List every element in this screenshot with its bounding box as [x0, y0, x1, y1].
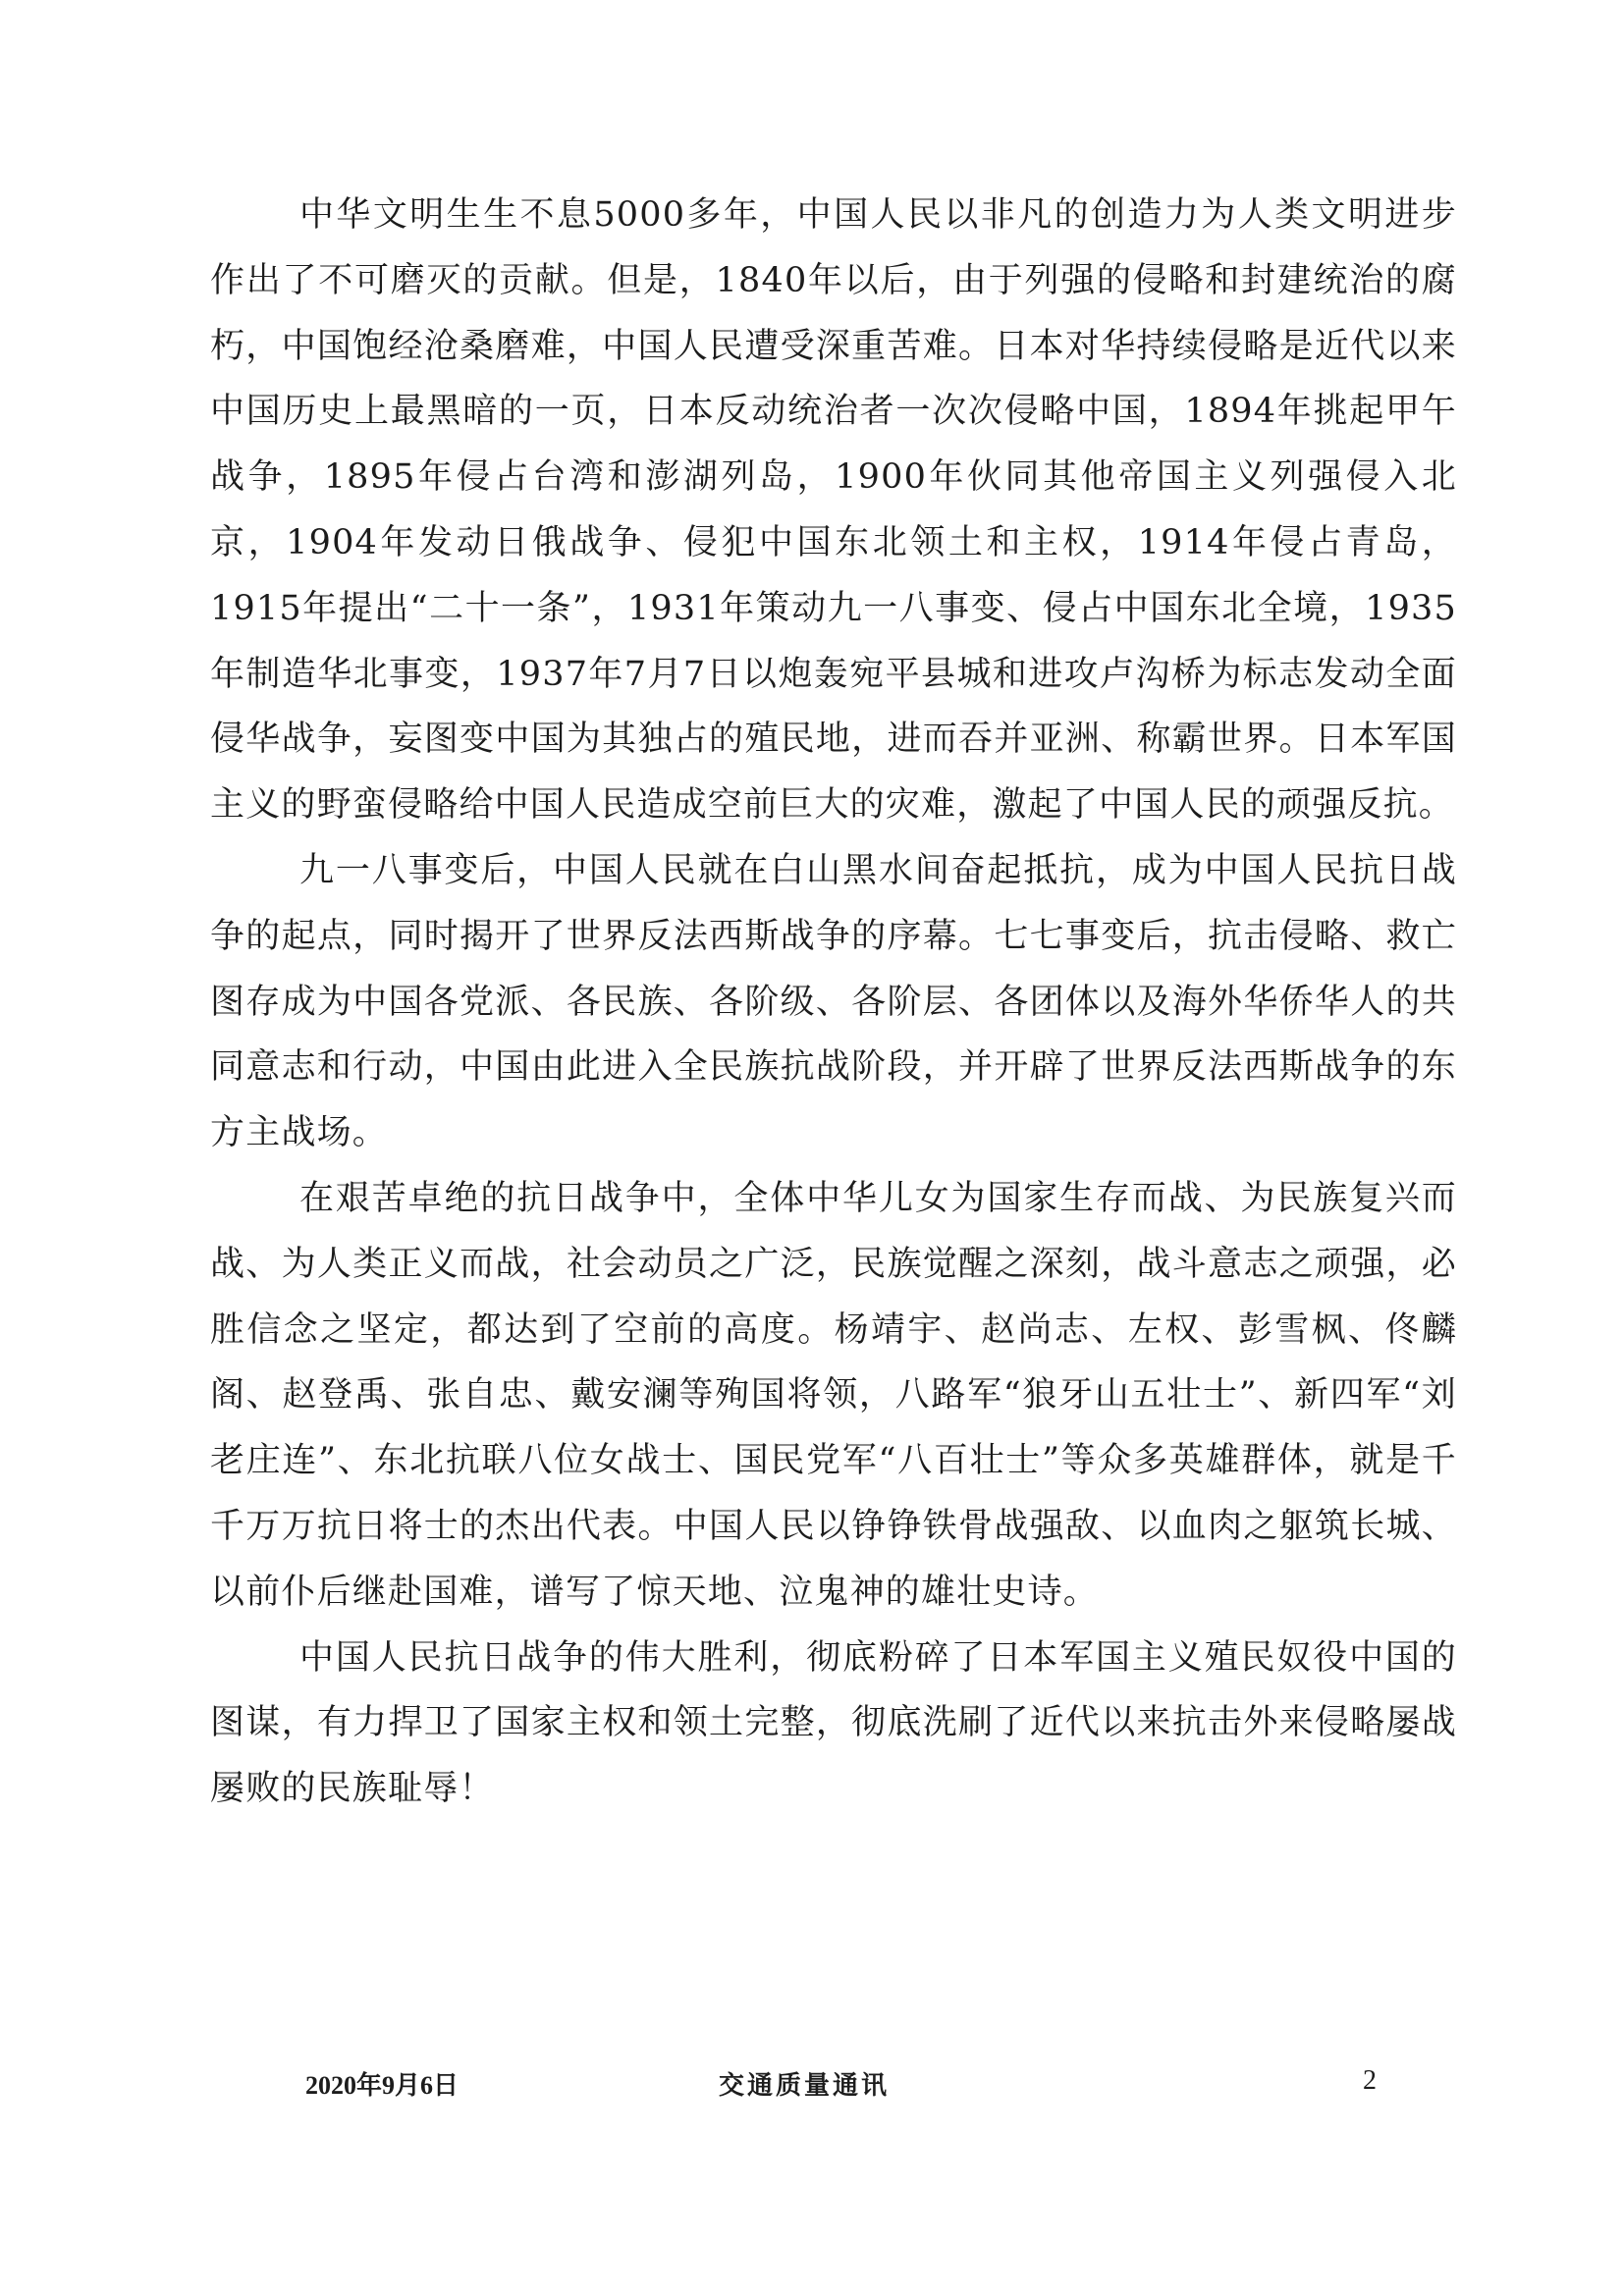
footer-page-number: 2 [1363, 2065, 1377, 2096]
page-footer [0, 2065, 1623, 2105]
footer-date: 2020年9月6日 [305, 2071, 460, 2100]
footer-publication-title: 交通质量通讯 [719, 2071, 891, 2101]
paragraph-3: 在艰苦卓绝的抗日战争中，全体中华儿女为国家生存而战、为民族复兴而战、为人类正义而战，社会动员之广泛，民族觉醒之深刻，战斗意志之顽强，必胜信念之坚定，都达到了空前的高度。杨靖宇、赵尚志、左权、彭雪枫、佟麟阁、赵登禹、张自忠、戴安澜等殉国将领，八路军“狼牙山五壮士”、新四军“刘老庄连”、东北抗联八位女战士、国民党军“八百壮士”等众多英雄群体，就是千千万万抗日将士的杰出代表。中国人民以铮铮铁骨战强敌、以血肉之躯筑长城、以前仆后继赴国难，谱写了惊天地、泣鬼神的雄壮史诗。 [210, 1178, 1457, 1612]
paragraph-2: 九一八事变后，中国人民就在白山黑水间奋起抵抗，成为中国人民抗日战争的起点，同时揭开了世界反法西斯战争的序幕。七七事变后，抗击侵略、救亡图存成为中国各党派、各民族、各阶级、各阶层、各团体以及海外华侨华人的共同意志和行动，中国由此进入全民族抗战阶段，并开辟了世界反法西斯战争的东方主战场。 [210, 850, 1457, 1153]
paragraph-4: 中国人民抗日战争的伟大胜利，彻底粉碎了日本军国主义殖民奴役中国的图谋，有力捍卫了国家主权和领土完整，彻底洗刷了近代以来抗击外来侵略屡战屡败的民族耻辱！ [210, 1637, 1457, 1809]
article-body [210, 183, 1457, 1822]
paragraph-1: 中华文明生生不息5000多年，中国人民以非凡的创造力为人类文明进步作出了不可磨灭的贡献。但是，1840年以后，由于列强的侵略和封建统治的腐朽，中国饱经沧桑磨难，中国人民遭受深重苦难。日本对华持续侵略是近代以来中国历史上最黑暗的一页，日本反动统治者一次次侵略中国，1894年挑起甲午战争，1895年侵占台湾和澎湖列岛，1900年伙同其他帝国主义列强侵入北京，1904年发动日俄战争、侵犯中国东北领土和主权，1914年侵占青岛，1915年提出“二十一条”，1931年策动九一八事变、侵占中国东北全境，1935年制造华北事变，1937年7月7日以炮轰宛平县城和进攻卢沟桥为标志发动全面侵华战争，妄图变中国为其独占的殖民地，进而吞并亚洲、称霸世界。日本军国主义的野蛮侵略给中国人民造成空前巨大的灾难，激起了中国人民的顽强反抗。 [210, 195, 1457, 826]
